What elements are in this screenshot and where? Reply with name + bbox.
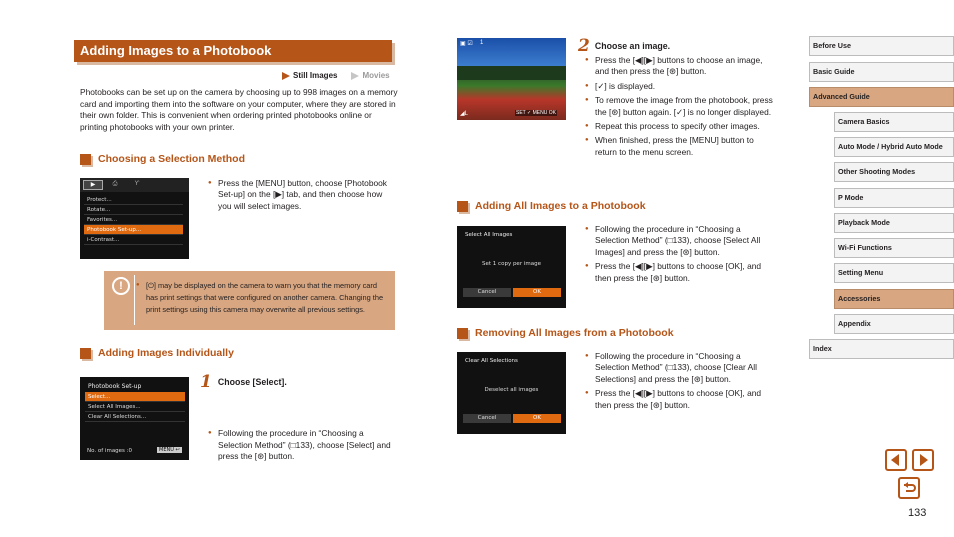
return-icon — [900, 479, 918, 497]
clear-all-cancel: Cancel — [463, 414, 511, 423]
step2-bullet: ● Press the [◀][▶] buttons to choose an image, and then press the [⊛] button. — [585, 55, 777, 78]
menu-item-rotate: Rotate... — [84, 205, 183, 215]
movies-label: Movies — [362, 71, 390, 80]
next-page-button[interactable] — [912, 449, 934, 471]
all-images-bullets — [585, 224, 777, 284]
removing-bullet: ● Press the [◀][▶] buttons to choose [OK], and then press the [⊛] button. — [585, 388, 777, 411]
warning-box — [104, 271, 395, 330]
warning-divider — [134, 275, 135, 325]
menu-screen — [80, 178, 189, 259]
treeline — [457, 66, 566, 80]
still-images-marker-icon — [282, 72, 290, 80]
clear-all-msg: Deselect all images — [484, 387, 539, 393]
clear-all-screen — [457, 352, 566, 434]
removing-heading — [457, 327, 674, 339]
removing-heading-text: Removing All Images from a Photobook — [475, 327, 674, 339]
step2-number: 2 — [578, 36, 590, 56]
photo-size-icon: ◢L — [460, 111, 468, 117]
nav-basic-guide[interactable]: Basic Guide — [809, 62, 954, 82]
setup-item-clear: Clear All Selections... — [85, 412, 185, 422]
caution-icon: ! — [112, 277, 130, 295]
step2-bullet: ● [✓] is displayed. — [585, 81, 777, 92]
mode-indicator — [282, 71, 390, 80]
next-arrow-icon — [914, 451, 932, 469]
choosing-bullet: ● Press the [MENU] button, choose [Photobook Set-up] on the [▶] tab, and then choose how you will select images. — [208, 178, 398, 212]
individually-heading — [80, 347, 234, 359]
menu-list — [80, 192, 189, 245]
step2-bullet: ● Repeat this process to specify other images. — [585, 121, 777, 132]
nav-accessories[interactable]: Accessories — [834, 289, 954, 309]
choosing-heading — [80, 153, 245, 165]
menu-item-icontrast: i-Contrast... — [84, 235, 183, 245]
nav-advanced-guide[interactable]: Advanced Guide — [809, 87, 954, 107]
setup-screen-title: Photobook Set-up — [88, 383, 142, 390]
step1-header — [200, 372, 287, 392]
menu-tabs — [80, 178, 189, 192]
nav-before-use[interactable]: Before Use — [809, 36, 954, 56]
removing-bullets — [585, 351, 777, 411]
individually-heading-text: Adding Images Individually — [98, 347, 234, 359]
photo-checkbox-icon: ▣ ☑ — [460, 41, 473, 47]
photobook-setup-screen — [80, 377, 189, 460]
nav-camera-basics[interactable]: Camera Basics — [834, 112, 954, 132]
nav-auto-mode[interactable]: Auto Mode / Hybrid Auto Mode — [834, 137, 954, 157]
menu-item-photobook: Photobook Set-up... — [84, 225, 183, 235]
all-images-bullet: ● Following the procedure in “Choosing a Selection Method” (□133), choose [Select All Images] and press the [⊛] button. — [585, 224, 777, 258]
select-all-ok: OK — [513, 288, 561, 297]
still-images-label: Still Images — [293, 71, 338, 80]
menu-item-protect: Protect... — [84, 195, 183, 205]
section-title: Adding Images to a Photobook — [74, 40, 392, 62]
clear-all-screen-title: Clear All Selections — [465, 358, 518, 364]
menu-item-favorites: Favorites... — [84, 215, 183, 225]
movies-marker-icon — [351, 72, 359, 80]
section-marker-icon — [457, 201, 468, 212]
step2-title: Choose an image. — [594, 41, 671, 51]
step1-title: Choose [Select]. — [217, 377, 287, 387]
step2-bullets — [585, 55, 777, 158]
sample-photo — [457, 38, 566, 120]
return-button[interactable] — [898, 477, 920, 499]
nav-playback-mode[interactable]: Playback Mode — [834, 213, 954, 233]
menu-back-icon: MENU ↩ — [159, 447, 180, 453]
removing-bullet: ● Following the procedure in “Choosing a Selection Method” (□133), choose [Clear All Selections] and press the [⊛] button. — [585, 351, 777, 385]
intro-text: Photobooks can be set up on the camera by choosing up to 998 images on a memory card and importing them into the software on your computer, where they are stored in their own folder. This is convenient when ordering printed photobooks online or printing photobooks with your own printer. — [80, 87, 398, 132]
nav-index[interactable]: Index — [809, 339, 954, 359]
step2-bullet: ● To remove the image from the photobook, press the [⊛] button again. [✓] is no longer displayed. — [585, 95, 777, 118]
warning-text: ● [⏻] may be displayed on the camera to warn you that the memory card has print settings that were configured on another camera. Changing the print settings using this camera may overwrite all previous settings. — [136, 280, 384, 315]
setup-menu-list — [80, 392, 189, 422]
nav-setting-menu[interactable]: Setting Menu — [834, 263, 954, 283]
nav-appendix[interactable]: Appendix — [834, 314, 954, 334]
section-marker-icon — [457, 328, 468, 339]
all-images-heading — [457, 200, 646, 212]
select-all-cancel: Cancel — [463, 288, 511, 297]
step2-header — [578, 36, 670, 56]
setup-footer: No. of images :0 — [87, 448, 133, 454]
print-tab-icon: ⎙ — [112, 180, 118, 187]
section-marker-icon — [80, 348, 91, 359]
step1-number: 1 — [200, 372, 212, 392]
prev-arrow-icon — [887, 451, 905, 469]
section-marker-icon — [80, 154, 91, 165]
nav-p-mode[interactable]: P Mode — [834, 188, 954, 208]
playback-tab-icon: ▶ — [83, 180, 103, 190]
page-number: 133 — [908, 507, 927, 519]
prev-page-button[interactable] — [885, 449, 907, 471]
setup-item-select: Select... — [85, 392, 185, 402]
photo-counter: 1 — [480, 40, 484, 46]
step2-bullet: ● When finished, press the [MENU] button to return to the menu screen. — [585, 135, 777, 158]
choosing-heading-text: Choosing a Selection Method — [98, 153, 246, 165]
setup-tab-icon: Ƴ — [134, 180, 140, 187]
all-images-heading-text: Adding All Images to a Photobook — [475, 200, 646, 212]
nav-wifi[interactable]: Wi-Fi Functions — [834, 238, 954, 258]
setup-item-select-all: Select All Images... — [85, 402, 185, 412]
clear-all-ok: OK — [513, 414, 561, 423]
photo-footer: SET ✓ MENU OK — [516, 110, 556, 116]
select-all-msg: Set 1 copy per image — [482, 261, 541, 267]
select-all-screen — [457, 226, 566, 308]
step1-bullet: ● Following the procedure in “Choosing a Selection Method” (□133), choose [Select] and press the [⊛] button. — [208, 428, 393, 462]
nav-other-shooting[interactable]: Other Shooting Modes — [834, 162, 954, 182]
all-images-bullet: ● Press the [◀][▶] buttons to choose [OK], and then press the [⊛] button. — [585, 261, 777, 284]
select-all-screen-title: Select All Images — [465, 232, 513, 238]
